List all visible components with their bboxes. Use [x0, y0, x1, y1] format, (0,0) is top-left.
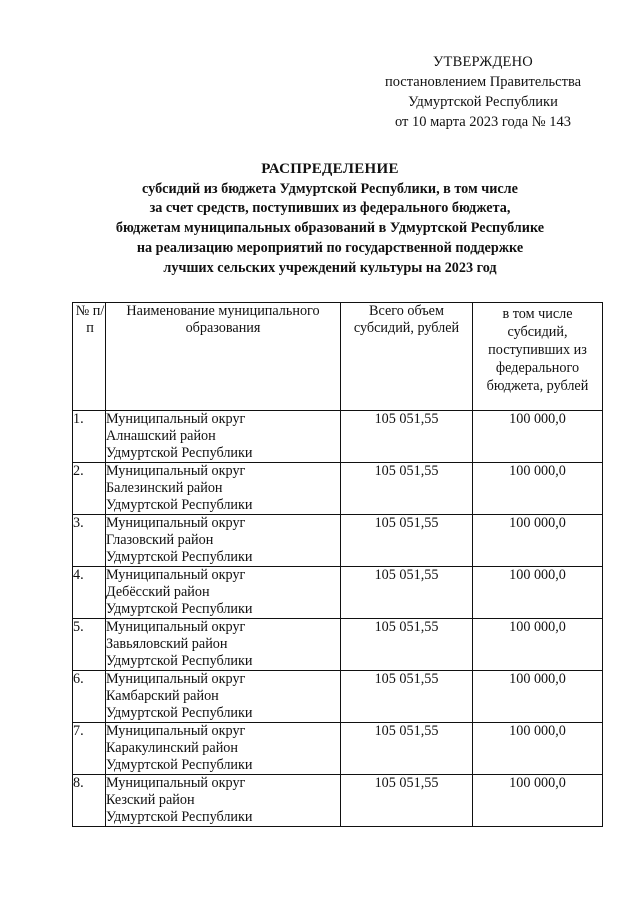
- total-subsidy: 105 051,55: [341, 671, 473, 723]
- total-subsidy: 105 051,55: [341, 411, 473, 463]
- municipality-name-line: Удмуртской Республики: [106, 445, 253, 461]
- municipality-name-line: Удмуртской Республики: [106, 497, 253, 513]
- header-federal: в том числе субсидий, поступивших из федерального бюджета, рублей: [473, 303, 603, 411]
- row-number: 1.: [73, 411, 106, 463]
- municipality-name-line: Алнашский район: [106, 428, 216, 444]
- table-row: [73, 775, 603, 827]
- document-title-block: [60, 160, 600, 278]
- row-number: 7.: [73, 723, 106, 775]
- municipality-name-line: Муниципальный округ: [106, 775, 246, 791]
- table-row: [73, 671, 603, 723]
- federal-subsidy: 100 000,0: [473, 775, 603, 827]
- municipality-name-line: Дебёсский район: [106, 584, 210, 600]
- municipality-name-line: Глазовский район: [106, 532, 214, 548]
- municipality-name-line: Муниципальный округ: [106, 515, 246, 531]
- row-number: 5.: [73, 619, 106, 671]
- approval-line: постановлением Правительства: [384, 74, 582, 90]
- row-number: 8.: [73, 775, 106, 827]
- municipality-name-line: Муниципальный округ: [106, 619, 246, 635]
- federal-subsidy: 100 000,0: [473, 411, 603, 463]
- municipality-name-line: Муниципальный округ: [106, 463, 246, 479]
- subtitle-line: за счет средств, поступивших из федерального бюджета,: [149, 200, 511, 217]
- row-number: 6.: [73, 671, 106, 723]
- row-number: 3.: [73, 515, 106, 567]
- total-subsidy: 105 051,55: [341, 567, 473, 619]
- table-header-row: [73, 303, 603, 411]
- municipality-name: [106, 619, 341, 671]
- municipality-name: [106, 567, 341, 619]
- table-body: [73, 411, 603, 827]
- municipality-name-line: Удмуртской Республики: [106, 601, 253, 617]
- distribution-table: [72, 302, 603, 827]
- approval-line: от 10 марта 2023 года № 143: [395, 114, 571, 130]
- municipality-name-line: Балезинский район: [106, 480, 223, 496]
- table-row: [73, 619, 603, 671]
- total-subsidy: 105 051,55: [341, 463, 473, 515]
- municipality-name: [106, 671, 341, 723]
- federal-subsidy: 100 000,0: [473, 515, 603, 567]
- approval-line: Удмуртской Республики: [408, 94, 558, 110]
- municipality-name-line: Муниципальный округ: [106, 411, 246, 427]
- municipality-name-line: Муниципальный округ: [106, 723, 246, 739]
- total-subsidy: 105 051,55: [341, 619, 473, 671]
- municipality-name-line: Каракулинский район: [106, 740, 238, 756]
- municipality-name: [106, 463, 341, 515]
- municipality-name-line: Кезский район: [106, 792, 195, 808]
- municipality-name-line: Муниципальный округ: [106, 671, 246, 687]
- total-subsidy: 105 051,55: [341, 775, 473, 827]
- approval-heading: УТВЕРЖДЕНО: [433, 54, 533, 70]
- row-number: 2.: [73, 463, 106, 515]
- federal-subsidy: 100 000,0: [473, 723, 603, 775]
- total-subsidy: 105 051,55: [341, 515, 473, 567]
- municipality-name-line: Камбарский район: [106, 688, 219, 704]
- table-row: [73, 411, 603, 463]
- total-subsidy: 105 051,55: [341, 723, 473, 775]
- municipality-name: [106, 515, 341, 567]
- municipality-name: [106, 775, 341, 827]
- table-row: [73, 723, 603, 775]
- document-title: РАСПРЕДЕЛЕНИЕ: [261, 161, 399, 177]
- municipality-name-line: Завьяловский район: [106, 636, 228, 652]
- municipality-name-line: Удмуртской Республики: [106, 705, 253, 721]
- federal-subsidy: 100 000,0: [473, 567, 603, 619]
- header-total: Всего объем субсидий, рублей: [341, 303, 473, 411]
- municipality-name-line: Удмуртской Республики: [106, 549, 253, 565]
- municipality-name-line: Удмуртской Республики: [106, 757, 253, 773]
- subtitle-line: лучших сельских учреждений культуры на 2023 год: [163, 259, 497, 276]
- subtitle-line: субсидий из бюджета Удмуртской Республики, в том числе: [142, 180, 518, 197]
- municipality-name-line: Муниципальный округ: [106, 567, 246, 583]
- federal-subsidy: 100 000,0: [473, 619, 603, 671]
- municipality-name: [106, 723, 341, 775]
- approval-stamp: [378, 52, 588, 132]
- federal-subsidy: 100 000,0: [473, 671, 603, 723]
- subtitle-line: на реализацию мероприятий по государственной поддержке: [136, 239, 524, 256]
- federal-subsidy: 100 000,0: [473, 463, 603, 515]
- table-row: [73, 515, 603, 567]
- row-number: 4.: [73, 567, 106, 619]
- municipality-name: [106, 411, 341, 463]
- table-row: [73, 567, 603, 619]
- header-name: Наименование муниципального образования: [106, 303, 341, 411]
- municipality-name-line: Удмуртской Республики: [106, 809, 253, 825]
- municipality-name-line: Удмуртской Республики: [106, 653, 253, 669]
- table-row: [73, 463, 603, 515]
- subtitle-line: бюджетам муниципальных образований в Удмуртской Республике: [115, 220, 545, 237]
- header-number: № п/п: [73, 303, 106, 411]
